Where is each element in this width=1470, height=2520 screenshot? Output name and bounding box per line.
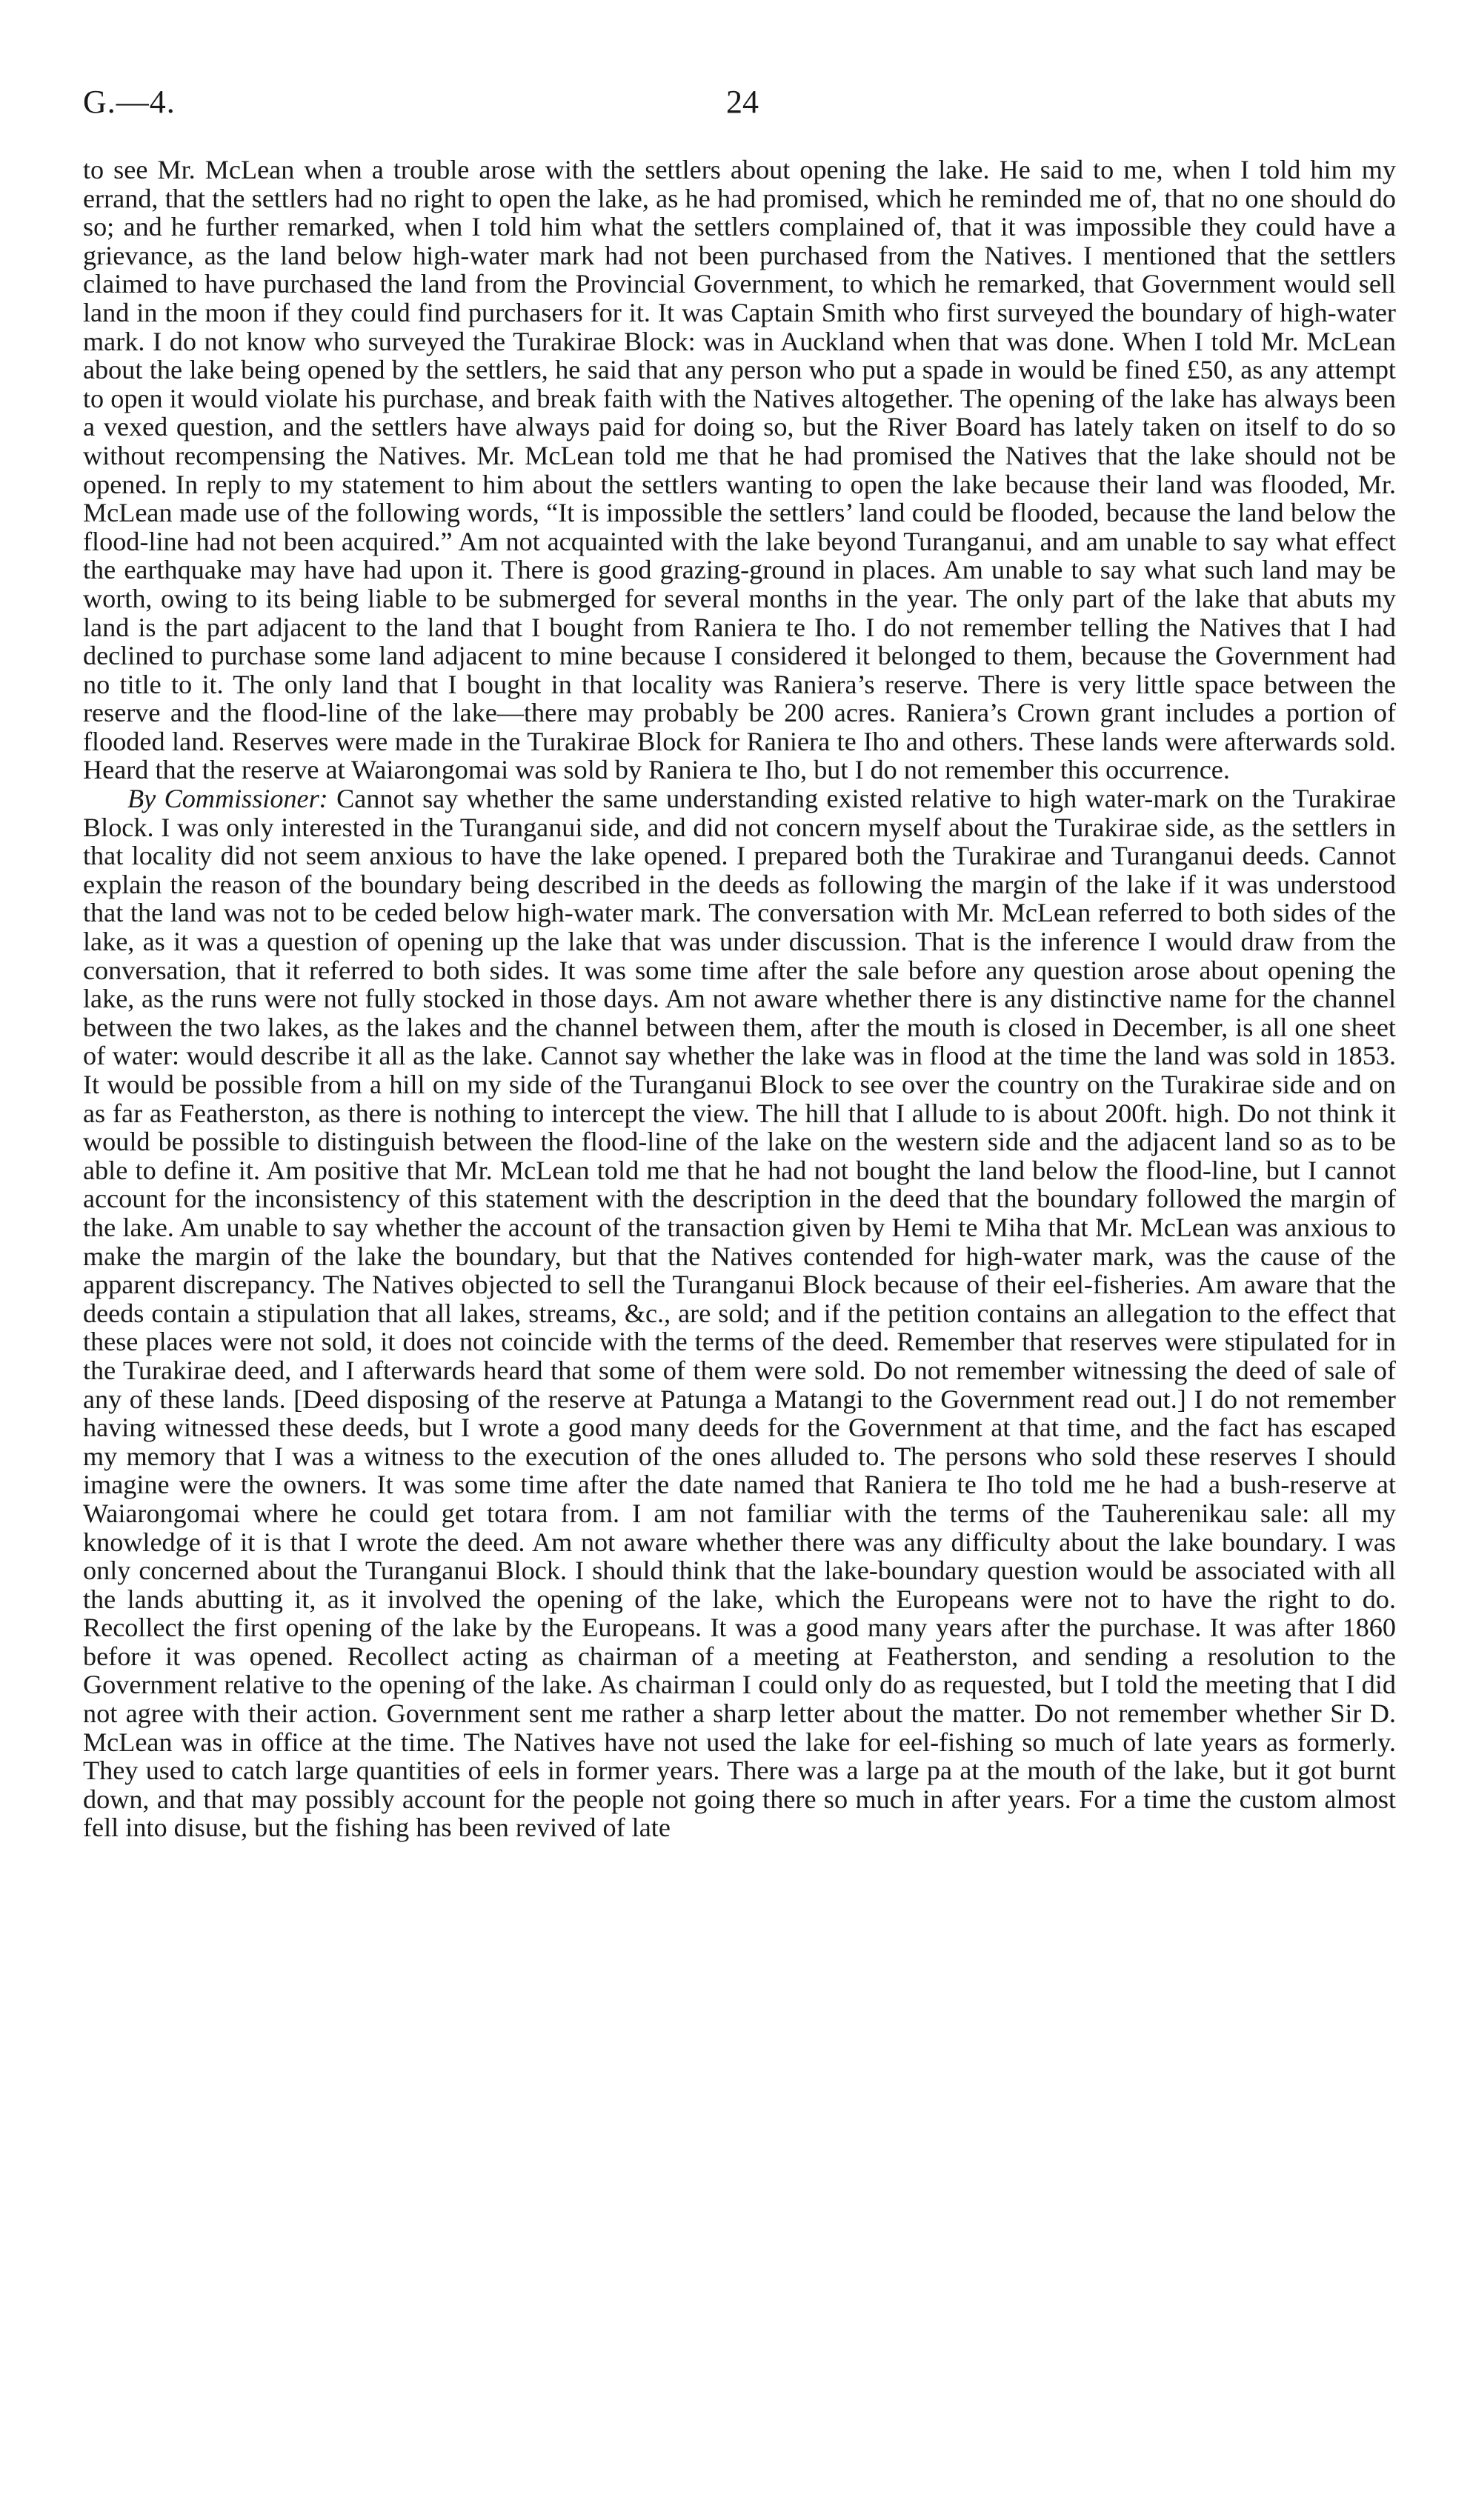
body-text — [83, 156, 1396, 1842]
speaker-label: By Commissioner: — [127, 784, 328, 814]
paragraph-text: Cannot say whether the same understanding existed relative to high water-mark on the Turakirae Block. I was only interested in the Turanganui side, and did not concern myself about the Turakirae side, as the settlers in that locality did not seem anxious to have the lake opened. I prepared both the Turakirae and Turanganui deeds. Cannot explain the reason of the boundary being described in the deeds as following the margin of the lake if it was understood that the land was not to be ceded below high-water mark. The conversation with Mr. McLean referred to both sides of the lake, as it was a question of opening up the lake that was under discussion. That is the inference I would draw from the conversation, that it referred to both sides. It was some time after the sale before any question arose about opening the lake, as the runs were not fully stocked in those days. Am not aware whether there is any distinctive name for the channel between the two lakes, as the lakes and the channel between them, after the mouth is closed in December, is all one sheet of water: would describe it all as the lake. Cannot say whether the lake was in flood at the time the land was sold in 1853. It would be possible from a hill on my side of the Turanganui Block to see over the country on the Turakirae side and on as far as Featherston, as there is nothing to intercept the view. The hill that I allude to is about 200ft. high. Do not think it would be possible to distinguish between the flood-line of the lake on the western side and the adjacent land so as to be able to define it. Am positive that Mr. McLean told me that he had not bought the land below the flood-line, but I cannot account for the inconsistency of this statement with the description in the deed that the boundary followed the margin of the lake. Am unable to say whether the account of the transaction given by Hemi te Miha that Mr. McLean was anxious to make the margin of the lake the boundary, but that the Natives contended for high-water mark, was the cause of the apparent discrepancy. The Natives objected to sell the Turanganui Block because of their eel-fisheries. Am aware that the deeds contain a stipulation that all lakes, streams, &c., are sold; and if the petition contains an allegation to the effect that these places were not sold, it does not coincide with the terms of the deed. Remember that reserves were stipulated for in the Turakirae deed, and I afterwards heard that some of them were sold. Do not remember witnessing the deed of sale of any of these lands. [Deed disposing of the reserve at Patunga a Matangi to the Government read out.] I do not remember having witnessed these deeds, but I wrote a good many deeds for the Government at that time, and the fact has escaped my memory that I was a witness to the execution of the ones alluded to. The persons who sold these reserves I should imagine were the owners. It was some time after the date named that Raniera te Iho told me he had a bush-reserve at Waiarongomai where he could get totara from. I am not familiar with the terms of the Tauherenikau sale: all my knowledge of it is that I wrote the deed. Am not aware whether there was any difficulty about the lake boundary. I was only concerned about the Turanganui Block. I should think that the lake-boundary question would be associated with all the lands abutting it, as it involved the opening of the lake, which the Europeans were not to have the right to do. Recollect the first opening of the lake by the Europeans. It was a good many years after the purchase. It was after 1860 before it was opened. Recollect acting as chairman of a meeting at Featherston, and sending a resolution to the Government relative to the opening of the lake. As chairman I could only do as requested, but I told the meeting that I did not agree with their action. Government sent me rather a sharp letter about the matter. Do not remember whether Sir D. McLean was in office at the time. The Natives have not used the lake for eel-fishing so much of late years as formerly. They used to catch large quantities of eels in former years. There was a large pa at the mouth of the lake, but it got burnt down, and that may possibly account for the people not going there so much in after years. For a time the custom almost fell into disuse, but the fishing has been revived of late — [83, 784, 1397, 1843]
page-number: 24 — [726, 84, 759, 120]
document-reference: G.—4. — [83, 84, 176, 120]
paragraph-continuation — [83, 156, 1396, 784]
paragraph-commissioner — [83, 784, 1396, 1842]
paragraph-text: to see Mr. McLean when a trouble arose with the settlers about opening the lake. He said to me, when I told him my errand, that the settlers had no right to open the lake, as he had promised, which he reminded me of, that no one should do so; and he further remarked, when I told him what the settlers complained of, that it was impossible they could have a grievance, as the land below high-water mark had not been purchased from the Natives. I mentioned that the settlers claimed to have purchased the land from the Provincial Government, to which he remarked, that Government would sell land in the moon if they could find purchasers for it. It was Captain Smith who first surveyed the boundary of high-water mark. I do not know who surveyed the Turakirae Block: was in Auckland when that was done. When I told Mr. McLean about the lake being opened by the settlers, he said that any person who put a spade in would be fined £50, as any attempt to open it would violate his purchase, and break faith with the Natives altogether. The opening of the lake has always been a vexed question, and the settlers have always paid for doing so, but the River Board has lately taken on itself to do so without recompensing the Natives. Mr. McLean told me that he had promised the Natives that the lake should not be opened. In reply to my statement to him about the settlers wanting to open the lake because their land was flooded, Mr. McLean made use of the following words, “It is impossible the settlers’ land could be flooded, because the land below the flood-line had not been acquired.” Am not acquainted with the lake beyond Turanganui, and am unable to say what effect the earthquake may have had upon it. There is good grazing-ground in places. Am unable to say what such land may be worth, owing to its being liable to be submerged for several months in the year. The only part of the lake that abuts my land is the part adjacent to the land that I bought from Raniera te Iho. I do not remember telling the Natives that I had declined to purchase some land adjacent to mine because I considered it belonged to them, because the Government had no title to it. The only land that I bought in that locality was Raniera’s reserve. There is very little space between the reserve and the flood-line of the lake—there may probably be 200 acres. Raniera’s Crown grant includes a portion of flooded land. Reserves were made in the Turakirae Block for Raniera te Iho and others. These lands were afterwards sold. Heard that the reserve at Waiarongomai was sold by Raniera te Iho, but I do not remember this occurrence. — [83, 155, 1396, 785]
page-header — [83, 83, 1402, 127]
